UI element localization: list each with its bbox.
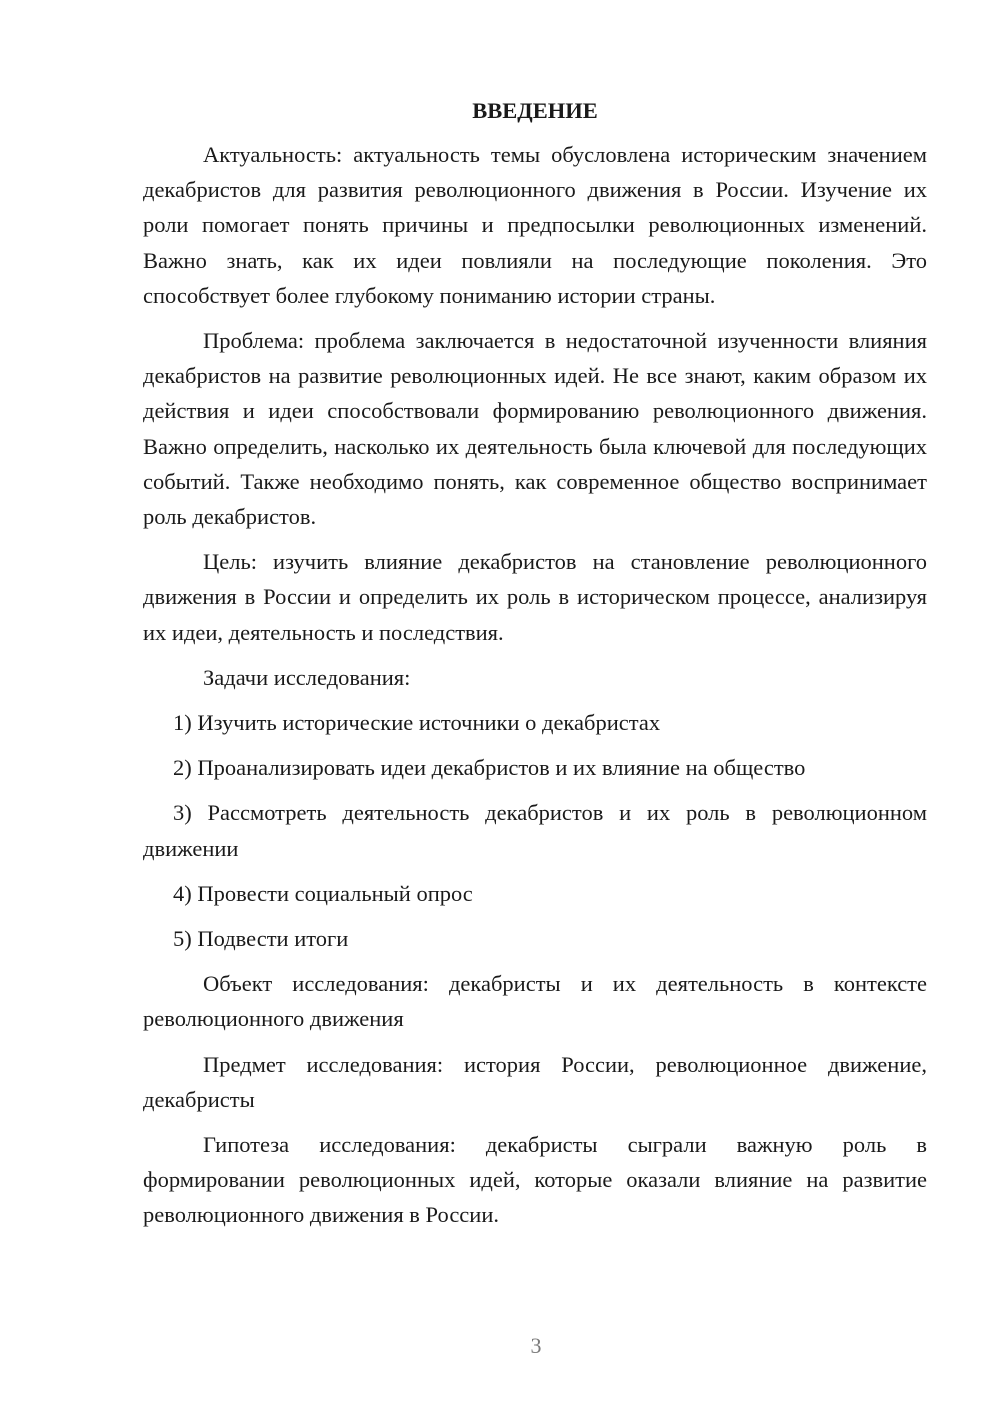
page-content (143, 93, 927, 1243)
task-item-1: 1) Изучить исторические источники о декабристах (173, 710, 661, 736)
hypothesis-paragraph: Гипотеза исследования: декабристы сыграли важную роль в формировании революционных идей, которые оказали влияние на развитие революционного движения в России. (143, 1132, 927, 1228)
relevance-paragraph: Актуальность: актуальность темы обусловлена историческим значением декабристов для развития революционного движения в России. Изучение их роли помогает понять причины и предпосылки революционных изменений. Важно знать, как их идеи повлияли на последующие поколения. Это способствует более глубокому пониманию истории страны. (143, 142, 927, 308)
section-title: ВВЕДЕНИЕ (472, 98, 598, 123)
page-number: 3 (530, 1333, 542, 1358)
subject-paragraph: Предмет исследования: история России, революционное движение, декабристы (143, 1051, 927, 1112)
problem-paragraph: Проблема: проблема заключается в недостаточной изученности влияния декабристов на развитие революционных идей. Не все знают, каким образом их действия и идеи способствовали формированию революционного движения. Важно определить, насколько их деятельность была ключевой для последующих событий. Также необходимо понять, как современное общество воспринимает роль декабристов. (143, 328, 927, 530)
task-item-5: 5) Подвести итоги (173, 926, 349, 952)
tasks-heading: Задачи исследования: (203, 664, 411, 690)
task-item-3: 3) Рассмотреть деятельность декабристов и их роль в революционном движении (143, 800, 927, 861)
task-item-4: 4) Провести социальный опрос (173, 880, 473, 906)
goal-paragraph: Цель: изучить влияние декабристов на становление революционного движения в России и определить их роль в историческом процессе, анализируя их идеи, деятельность и последствия. (143, 549, 927, 645)
task-item-2: 2) Проанализировать идеи декабристов и их влияние на общество (173, 755, 806, 781)
object-paragraph: Объект исследования: декабристы и их деятельность в контексте революционного движения (143, 971, 927, 1032)
